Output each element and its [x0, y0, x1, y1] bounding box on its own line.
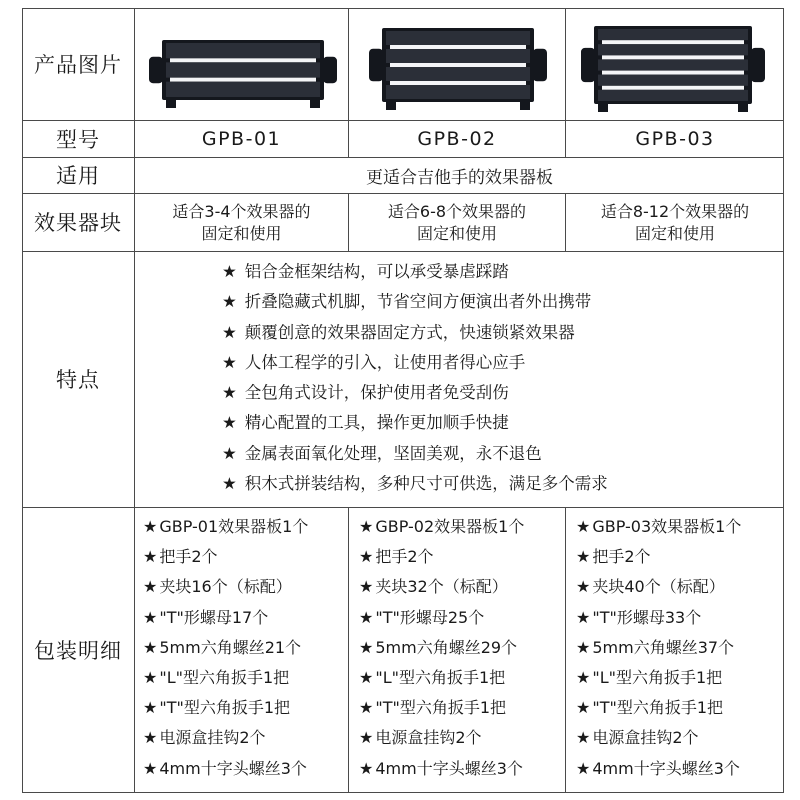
- pedalboard-image-gpb-02: [368, 22, 548, 112]
- slat-gap: [602, 71, 744, 75]
- package-item-text: 夹块16个（标配）: [159, 577, 292, 597]
- star-icon: ★: [143, 698, 158, 718]
- package-item: [576, 572, 741, 602]
- star-icon: ★: [359, 758, 374, 778]
- package-item: [576, 754, 741, 784]
- effect-block-line: 固定和使用: [201, 223, 282, 243]
- package-item-text: 4mm十字头螺丝3个: [592, 758, 740, 778]
- star-icon: ★: [359, 698, 374, 718]
- feature-item: [222, 257, 608, 287]
- package-item-text: "L"型六角扳手1把: [375, 667, 506, 687]
- package-item-text: 电源盒挂钩2个: [159, 728, 266, 748]
- package-item-text: 把手2个: [159, 547, 218, 567]
- star-icon: ★: [359, 637, 374, 657]
- package-item: [359, 754, 524, 784]
- board-foot: [166, 100, 176, 108]
- feature-text: 铝合金框架结构，可以承受暴虐踩踏: [244, 262, 509, 281]
- slat-gap: [602, 55, 744, 59]
- package-list-gpb-03: [576, 512, 741, 784]
- star-icon: ★: [576, 517, 591, 536]
- effect-block-line: 固定和使用: [416, 223, 497, 243]
- package-item: [143, 542, 308, 572]
- board-slat: [598, 75, 748, 86]
- label-effect-blocks: 效果器块: [34, 211, 122, 235]
- package-item: [359, 603, 524, 633]
- package-item: [576, 512, 741, 542]
- model-name: GPB-01: [201, 128, 282, 150]
- handle-right: [533, 49, 547, 82]
- label-model: 型号: [56, 127, 100, 152]
- star-icon: ★: [143, 667, 158, 687]
- handle-right: [323, 57, 337, 83]
- package-item-text: 电源盒挂钩2个: [592, 728, 699, 748]
- package-item-text: 夹块40个（标配）: [592, 577, 725, 597]
- label-features: 特点: [56, 368, 100, 392]
- slat-gap: [170, 78, 316, 82]
- package-item: [359, 633, 524, 663]
- package-item: [359, 512, 524, 542]
- star-icon: ★: [143, 517, 158, 536]
- effect-block-cell: [135, 194, 348, 251]
- board-foot: [520, 102, 530, 110]
- board-slat: [166, 62, 320, 77]
- star-icon: ★: [222, 322, 237, 342]
- package-item-text: "T"型六角扳手1把: [592, 698, 724, 718]
- feature-item: [222, 439, 608, 469]
- star-icon: ★: [576, 698, 591, 718]
- label-product-image: 产品图片: [34, 53, 122, 77]
- package-item: [143, 754, 308, 784]
- feature-item: [222, 469, 608, 499]
- star-icon: ★: [222, 413, 237, 433]
- slat-gap: [390, 81, 526, 85]
- package-item-text: GBP-03效果器板1个: [592, 517, 742, 536]
- star-icon: ★: [576, 637, 591, 657]
- board-slat: [386, 67, 530, 81]
- star-icon: ★: [143, 758, 158, 778]
- package-item: [576, 633, 741, 663]
- board-slat: [166, 82, 320, 97]
- package-list-gpb-02: [359, 512, 524, 784]
- package-item: [143, 693, 308, 723]
- row-divider: [22, 507, 784, 508]
- feature-item: [222, 348, 608, 378]
- pedalboard-image-gpb-01: [148, 34, 338, 110]
- star-icon: ★: [359, 577, 374, 597]
- package-item: [576, 603, 741, 633]
- package-item: [143, 603, 308, 633]
- effect-block-cell: [566, 194, 784, 251]
- board-slat: [166, 43, 320, 58]
- board-slat: [386, 49, 530, 63]
- board-foot: [386, 102, 396, 110]
- star-icon: ★: [576, 577, 591, 597]
- board-slat: [598, 44, 748, 55]
- package-item-text: 电源盒挂钩2个: [375, 728, 482, 748]
- star-icon: ★: [143, 607, 158, 627]
- package-item: [576, 693, 741, 723]
- package-item: [143, 572, 308, 602]
- feature-item: [222, 378, 608, 408]
- board-foot: [738, 104, 748, 112]
- package-item-text: 把手2个: [375, 547, 434, 567]
- star-icon: ★: [143, 728, 158, 748]
- star-icon: ★: [222, 352, 237, 372]
- feature-text: 精心配置的工具，操作更加顺手快捷: [244, 413, 509, 433]
- board-slat: [598, 29, 748, 40]
- star-icon: ★: [359, 667, 374, 687]
- handle-left: [369, 49, 383, 82]
- feature-item: [222, 287, 608, 317]
- package-item: [576, 663, 741, 693]
- package-item-text: "T"形螺母25个: [375, 607, 485, 627]
- star-icon: ★: [359, 547, 374, 567]
- handle-left: [581, 48, 595, 82]
- slat-gap: [390, 45, 526, 49]
- board-slat: [386, 85, 530, 99]
- star-icon: ★: [222, 383, 237, 403]
- star-icon: ★: [576, 607, 591, 627]
- package-item: [143, 663, 308, 693]
- star-icon: ★: [576, 728, 591, 748]
- package-item-text: "L"型六角扳手1把: [159, 667, 290, 687]
- package-item: [143, 633, 308, 663]
- star-icon: ★: [222, 474, 237, 494]
- handle-left: [149, 57, 163, 83]
- feature-text: 积木式拼装结构，多种尺寸可供选，满足多个需求: [244, 474, 608, 494]
- package-item: [576, 542, 741, 572]
- board-slat: [598, 90, 748, 101]
- pedalboard-image-gpb-03: [580, 20, 766, 114]
- package-item-text: "L"型六角扳手1把: [592, 667, 723, 687]
- package-item-text: "T"形螺母33个: [592, 607, 702, 627]
- slat-gap: [602, 86, 744, 90]
- column-divider: [565, 507, 566, 793]
- package-item-text: 4mm十字头螺丝3个: [159, 758, 307, 778]
- feature-item: [222, 318, 608, 348]
- star-icon: ★: [143, 547, 158, 567]
- handle-right: [751, 48, 765, 82]
- effect-block-cell: [349, 194, 565, 251]
- star-icon: ★: [143, 577, 158, 597]
- row-divider: [22, 251, 784, 252]
- applicable-text: 更适合吉他手的效果器板: [366, 168, 553, 188]
- package-item: [359, 572, 524, 602]
- package-item-text: "T"形螺母17个: [159, 607, 269, 627]
- feature-text: 颠覆创意的效果器固定方式，快速锁紧效果器: [244, 322, 575, 342]
- package-item: [143, 512, 308, 542]
- package-item: [359, 723, 524, 753]
- board-slat: [386, 31, 530, 45]
- package-item-text: 5mm六角螺丝37个: [592, 637, 735, 657]
- package-item-text: 把手2个: [592, 547, 651, 567]
- board-foot: [598, 104, 608, 112]
- feature-text: 折叠隐藏式机脚，节省空间方便演出者外出携带: [244, 292, 592, 312]
- effect-block-line: 适合3-4个效果器的: [172, 201, 311, 221]
- package-item-text: GBP-02效果器板1个: [375, 517, 525, 536]
- star-icon: ★: [359, 517, 374, 536]
- package-item-text: 夹块32个（标配）: [375, 577, 508, 597]
- package-item: [576, 723, 741, 753]
- model-name: GPB-02: [417, 128, 497, 150]
- package-item: [143, 723, 308, 753]
- package-item: [359, 663, 524, 693]
- effect-block-line: 固定和使用: [634, 223, 715, 243]
- star-icon: ★: [143, 637, 158, 657]
- star-icon: ★: [576, 667, 591, 687]
- label-package: 包装明细: [34, 639, 122, 663]
- package-item-text: "T"型六角扳手1把: [375, 698, 507, 718]
- slat-gap: [602, 40, 744, 44]
- feature-text: 金属表面氧化处理，坚固美观，永不退色: [244, 443, 542, 463]
- package-item-text: 4mm十字头螺丝3个: [375, 758, 523, 778]
- effect-block-line: 适合8-12个效果器的: [600, 201, 750, 221]
- model-name: GPB-03: [635, 128, 715, 150]
- star-icon: ★: [222, 443, 237, 463]
- package-item-text: 5mm六角螺丝29个: [375, 637, 518, 657]
- label-applicable: 适用: [56, 164, 100, 188]
- effect-block-line: 适合6-8个效果器的: [387, 201, 527, 221]
- features-list: [222, 257, 608, 499]
- package-item: [359, 693, 524, 723]
- slat-gap: [170, 58, 316, 62]
- star-icon: ★: [576, 547, 591, 567]
- star-icon: ★: [576, 758, 591, 778]
- package-item-text: GBP-01效果器板1个: [159, 517, 309, 536]
- feature-text: 全包角式设计，保护使用者免受刮伤: [244, 383, 509, 403]
- board-slat: [598, 59, 748, 70]
- package-item-text: "T"型六角扳手1把: [159, 698, 291, 718]
- column-divider: [348, 507, 349, 793]
- star-icon: ★: [359, 728, 374, 748]
- feature-text: 人体工程学的引入，让使用者得心应手: [244, 352, 526, 372]
- star-icon: ★: [359, 607, 374, 627]
- package-item-text: 5mm六角螺丝21个: [159, 637, 302, 657]
- board-foot: [310, 100, 320, 108]
- star-icon: ★: [222, 292, 237, 312]
- package-item: [359, 542, 524, 572]
- feature-item: [222, 408, 608, 438]
- slat-gap: [390, 63, 526, 67]
- star-icon: ★: [222, 262, 237, 281]
- package-list-gpb-01: [143, 512, 308, 784]
